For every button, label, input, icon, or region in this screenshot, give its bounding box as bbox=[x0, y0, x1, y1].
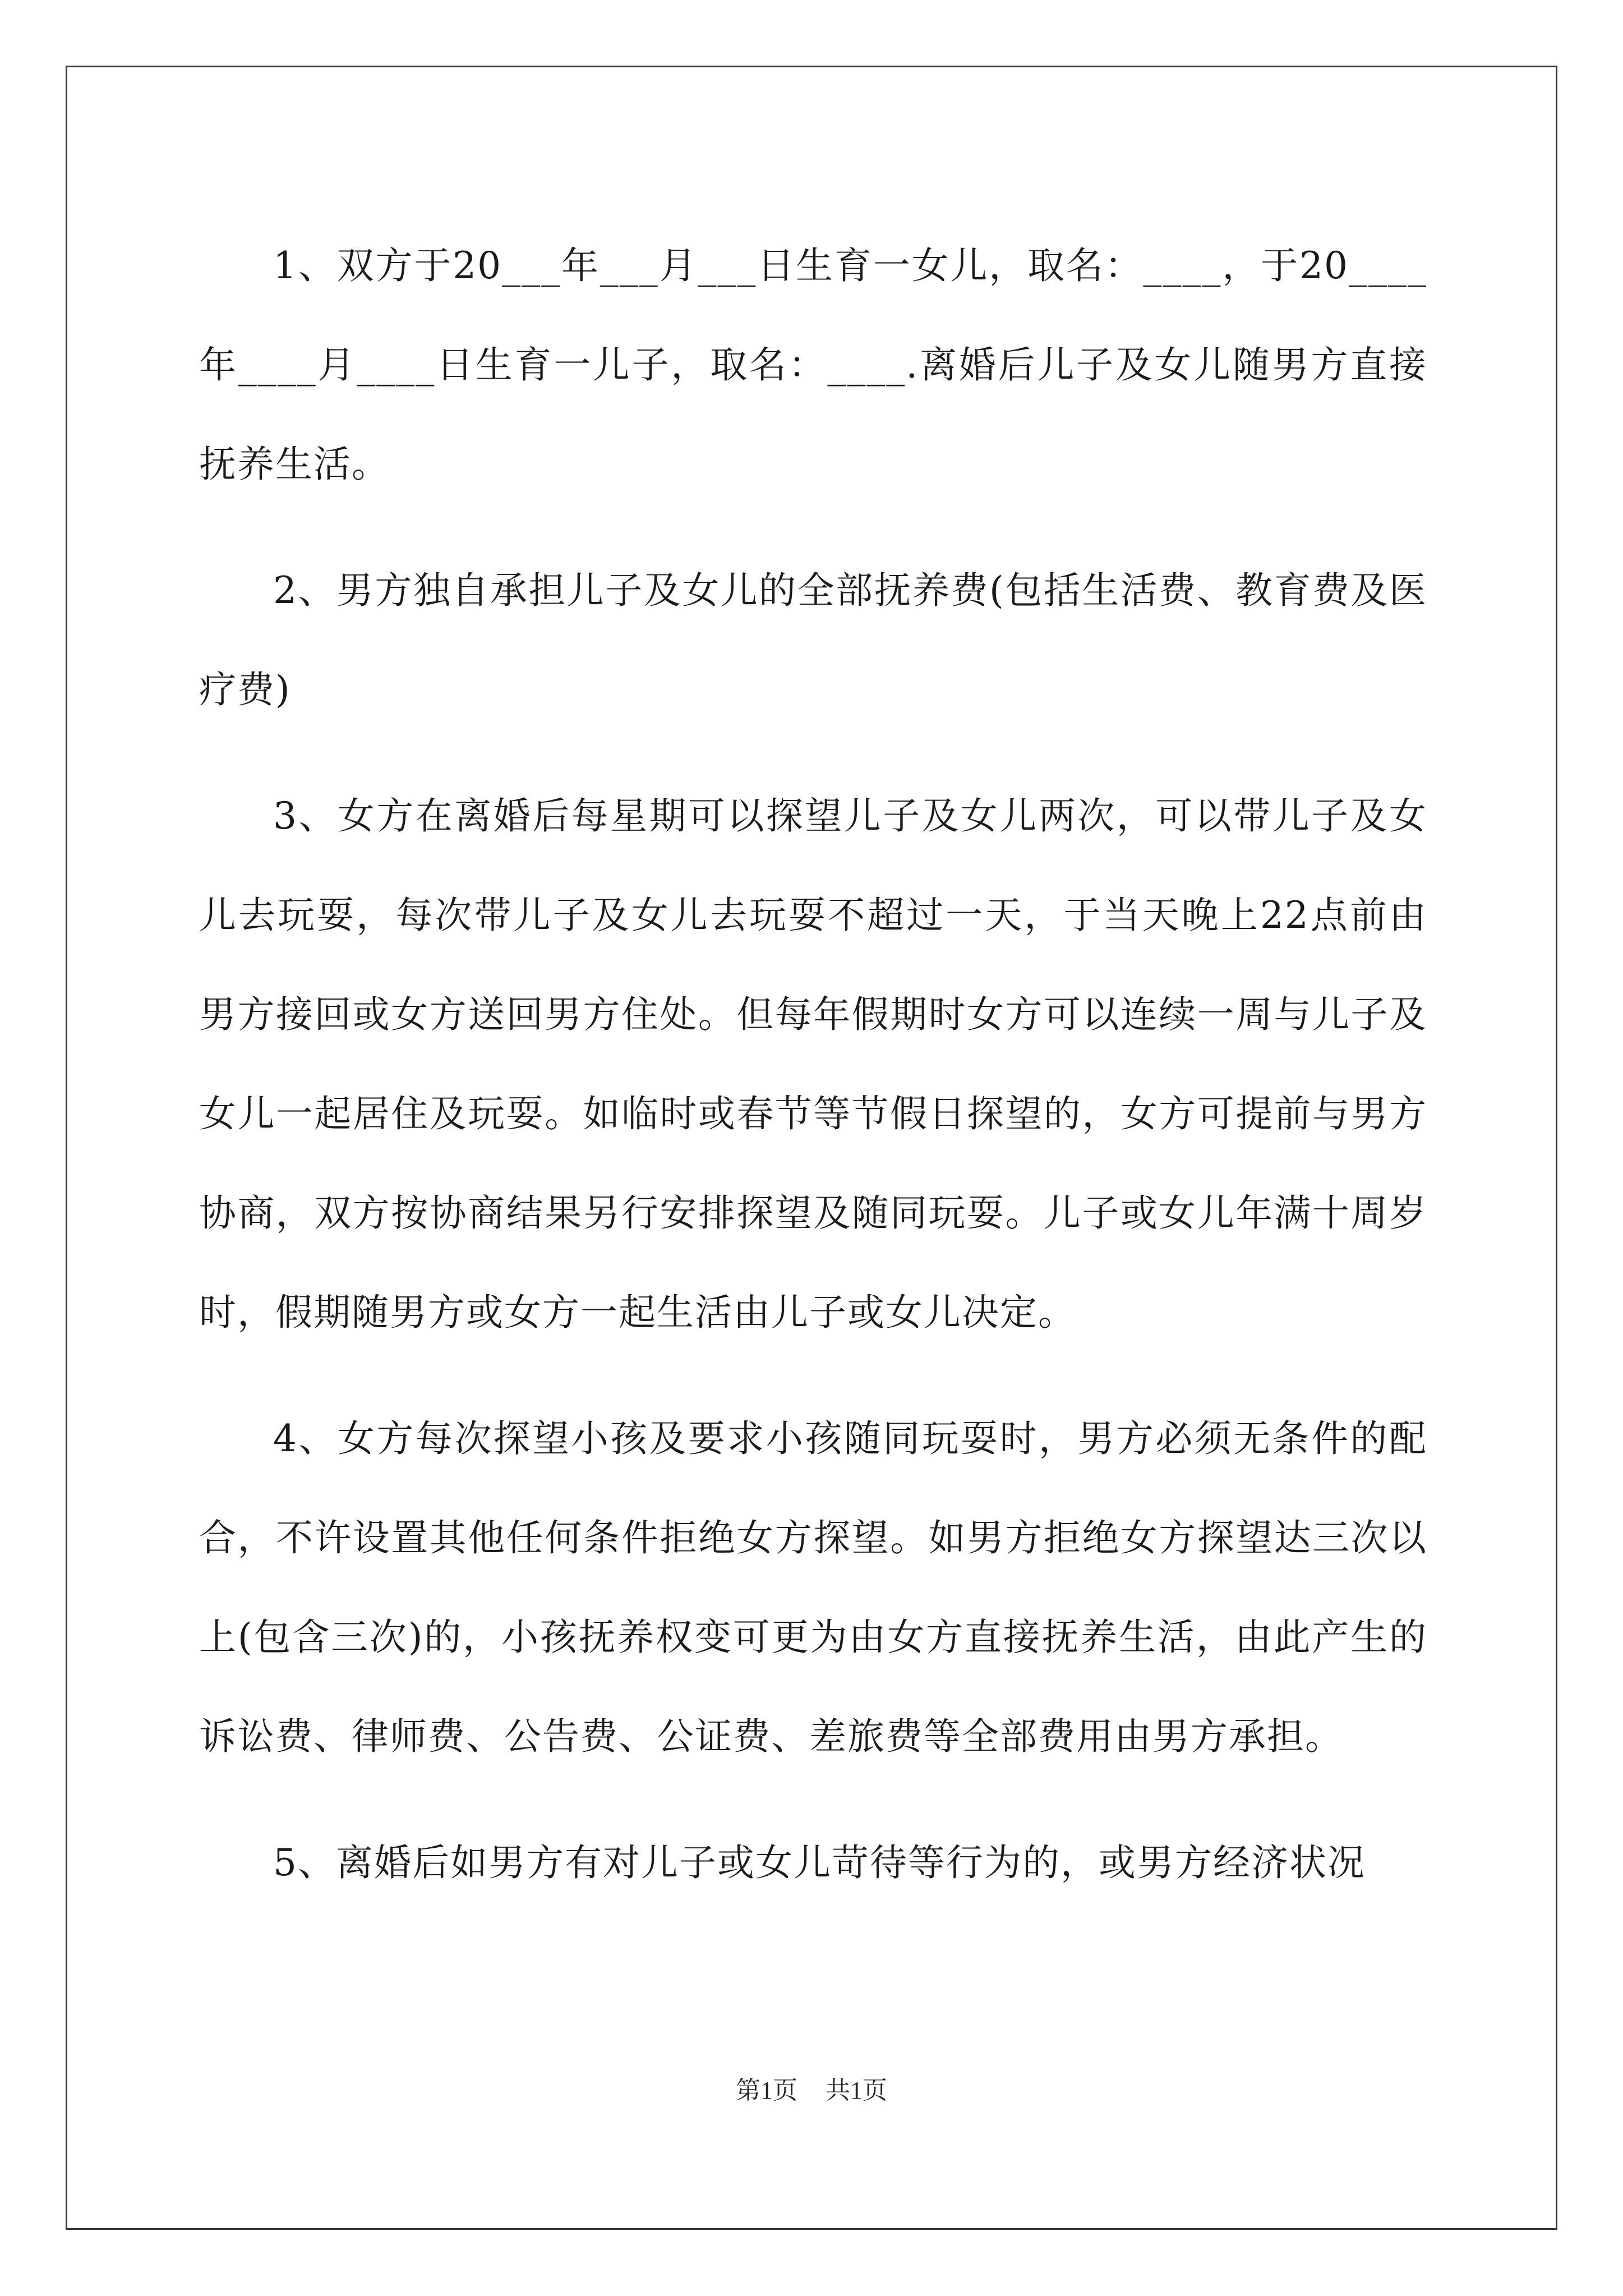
paragraph-4: 4、女方每次探望小孩及要求小孩随同玩耍时，男方必须无条件的配合，不许设置其他任何条件拒绝女方探望。如男方拒绝女方探望达三次以上(包含三次)的，小孩抚养权变可更为由女方直接抚养生活，由此产生的诉讼费、律师费、公告费、公证费、差旅费等全部费用由男方承担。 bbox=[199, 1417, 1427, 1758]
page-number: 第1页 bbox=[736, 2077, 797, 2104]
paragraph-2: 2、男方独自承担儿子及女儿的全部抚养费(包括生活费、教育费及医疗费) bbox=[199, 569, 1427, 711]
page-footer bbox=[0, 2070, 1623, 2106]
page-total: 共1页 bbox=[826, 2077, 887, 2104]
paragraph-3: 3、女方在离婚后每星期可以探望儿子及女儿两次，可以带儿子及女儿去玩耍，每次带儿子及女儿去玩耍不超过一天，于当天晚上22点前由男方接回或女方送回男方住处。但每年假期时女方可以连续一周与儿子及女儿一起居住及玩耍。如临时或春节等节假日探望的，女方可提前与男方协商，双方按协商结果另行安排探望及随同玩耍。儿子或女儿年满十周岁时，假期随男方或女方一起生活由儿子或女儿决定。 bbox=[199, 794, 1427, 1334]
paragraph-1: 1、双方于20___年___月___日生育一女儿，取名：____，于20____年____月____日生育一儿子，取名：____.离婚后儿子及女儿随男方直接抚养生活。 bbox=[199, 244, 1427, 486]
document-body bbox=[199, 216, 1427, 1939]
paragraph-5: 5、离婚后如男方有对儿子或女儿苛待等行为的，或男方经济状况 bbox=[273, 1841, 1366, 1884]
